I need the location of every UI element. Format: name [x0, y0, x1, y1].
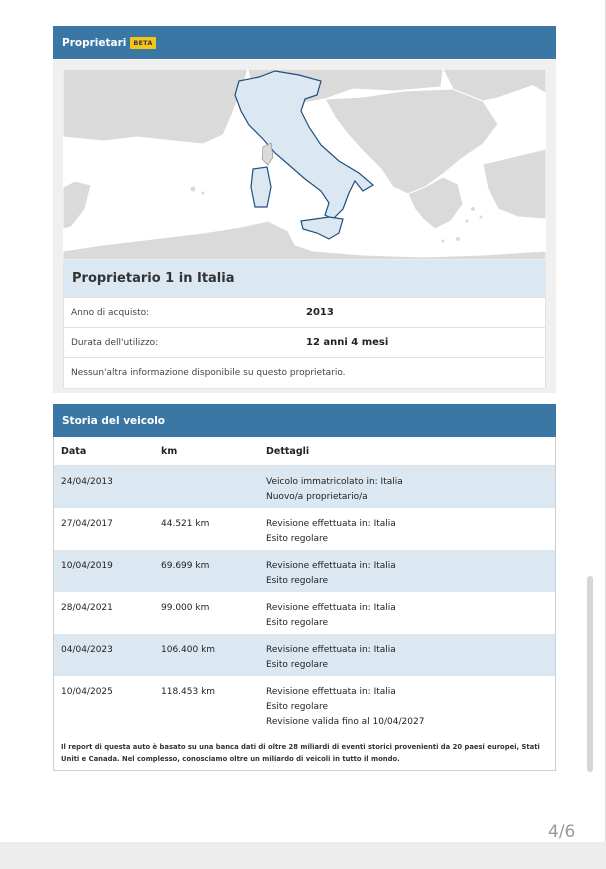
row-date: 04/04/2023 — [61, 645, 113, 655]
table-row — [54, 550, 555, 592]
row-details — [266, 601, 555, 631]
row-km: 69.699 km — [161, 561, 210, 571]
owner-note-row — [64, 358, 545, 388]
history-table-header — [54, 437, 555, 466]
row-details — [266, 475, 555, 505]
usage-duration-value: 12 anni 4 mesi — [306, 337, 389, 348]
row-detail-line: Revisione effettuata in: Italia — [266, 519, 396, 529]
row-details — [266, 685, 555, 730]
row-details — [266, 643, 555, 673]
table-row — [54, 466, 555, 508]
row-detail-line: Esito regolare — [266, 576, 329, 586]
owners-header-title: Proprietari — [62, 36, 127, 49]
row-km: 106.400 km — [161, 645, 216, 655]
purchase-year-value: 2013 — [306, 307, 334, 318]
row-detail-line: Revisione valida fino al 10/04/2027 — [266, 717, 425, 727]
table-row — [54, 508, 555, 550]
table-row — [54, 592, 555, 634]
usage-duration-label: Durata dell'utilizzo: — [71, 337, 159, 348]
row-date: 24/04/2013 — [61, 477, 113, 487]
row-detail-line: Revisione effettuata in: Italia — [266, 561, 396, 571]
row-detail-line: Nuovo/a proprietario/a — [266, 492, 368, 502]
owner-note: Nessun'altra informazione disponibile su questo proprietario. — [71, 368, 346, 378]
row-detail-line: Veicolo immatricolato in: Italia — [266, 477, 403, 487]
italy-map — [63, 69, 546, 260]
row-km: 99.000 km — [161, 603, 210, 613]
row-date: 28/04/2021 — [61, 603, 113, 613]
row-detail-line: Revisione effettuata in: Italia — [266, 687, 396, 697]
row-details — [266, 517, 555, 547]
row-detail-line: Esito regolare — [266, 534, 329, 544]
row-details — [266, 559, 555, 589]
row-detail-line: Revisione effettuata in: Italia — [266, 645, 396, 655]
column-details: Dettagli — [266, 445, 310, 457]
page-number: 4/6 — [548, 822, 576, 842]
column-km: km — [161, 445, 178, 457]
history-header-title: Storia del veicolo — [62, 414, 166, 427]
row-detail-line: Revisione effettuata in: Italia — [266, 603, 396, 613]
vehicle-history — [53, 404, 556, 771]
table-row — [54, 634, 555, 676]
beta-badge: BETA — [130, 37, 155, 49]
owners-header — [53, 26, 556, 59]
owner-info — [63, 297, 546, 389]
row-km: 44.521 km — [161, 519, 210, 529]
history-footnote: Il report di questa auto è basato su una banca dati di oltre 28 miliardi di eventi storici provenienti da 20 paesi europei, Stati Uniti e Canada. Nel complesso, conosciamo oltre un miliardo di veicoli in tutto il mondo. — [61, 743, 540, 763]
history-rows — [54, 466, 555, 736]
row-date: 27/04/2017 — [61, 519, 113, 529]
scrollbar[interactable] — [587, 576, 593, 772]
row-detail-line: Esito regolare — [266, 618, 329, 628]
row-detail-line: Esito regolare — [266, 660, 329, 670]
owner-title: Proprietario 1 in Italia — [63, 260, 546, 297]
table-row — [54, 676, 555, 736]
row-km: 118.453 km — [161, 687, 216, 697]
map-graphic — [63, 69, 546, 260]
owner-card — [53, 60, 556, 393]
row-date: 10/04/2025 — [61, 687, 113, 697]
column-date: Data — [61, 445, 87, 457]
purchase-year-label: Anno di acquisto: — [71, 307, 150, 318]
usage-duration-row — [64, 328, 545, 358]
purchase-year-row — [64, 298, 545, 328]
history-header — [53, 404, 556, 437]
row-detail-line: Esito regolare — [266, 702, 329, 712]
row-date: 10/04/2019 — [61, 561, 113, 571]
